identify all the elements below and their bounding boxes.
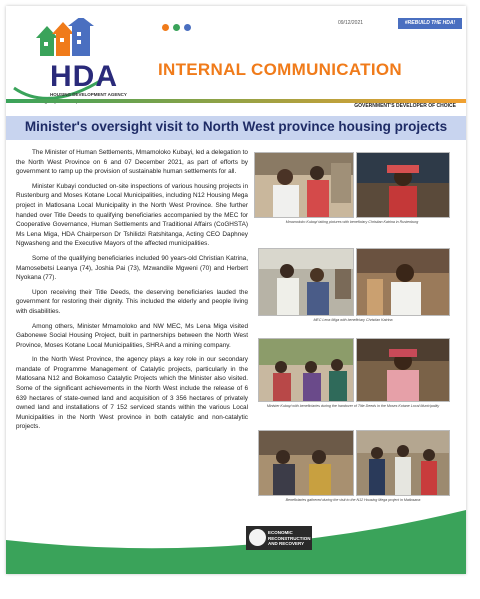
photo-caption: Minister Kubayi with beneficiaries during the handover of Title Deeds in the Moses Kotane Local Municipality (266, 404, 440, 408)
coat-of-arms-icon (249, 529, 266, 546)
photo-minister-7 (258, 430, 354, 496)
econ-logo-text: ECONOMIC RECONSTRUCTION AND RECOVERY (268, 530, 311, 546)
logo-text: HDA (50, 60, 118, 93)
photo-minister-2 (356, 152, 450, 218)
paragraph: Some of the qualifying beneficiaries included 90 years-old Christian Katrina, Mamosebetsi Leanya (74), Joshia Pai (73), Mzwandile Mgweni (70) and Herbert Nyokana (77). (16, 254, 248, 282)
rebuild-badge: #REBUILD THE HDA! (398, 18, 462, 29)
issue-date: 09/12/2021 (338, 20, 364, 26)
photo-minister-8 (356, 430, 450, 496)
green-dot-icon (173, 24, 180, 31)
photo-minister-3 (258, 248, 354, 316)
paragraph: The Minister of Human Settlements, Mmamoloko Kubayi, led a delegation to the North West Province on 6 and 07 December 2021, as part of efforts by government to ramp up the provision of sustainable human settlements for all. (16, 149, 248, 176)
orange-dot-icon (162, 24, 169, 31)
newsletter-page (6, 6, 466, 574)
photo-minister-5 (258, 338, 354, 402)
blue-dot-icon (184, 24, 191, 31)
article-headline: Minister's oversight visit to North West province housing projects (24, 119, 448, 134)
photo-minister-4 (356, 248, 450, 316)
logo-subtitle: HOUSING DEVELOPMENT AGENCY (50, 92, 127, 97)
paragraph: Minister Kubayi conducted on-site inspections of various housing projects in Rustenburg and Moses Kotane Local Municipalities, including N12 Housing Mega project in Matlosana Local Municipality in the North West Province. She further handed over Title Deeds to qualifying beneficiaries accompanied by the MEC for Cooperative Governance, Human Settlements and Traditional Affairs (CoGHSTA) Ms Lena Miga, HDA Chairperson Dr Tshilidzi Ratshitanga, Acting CEO Daphney Ngwasheng and the Executive Mayors of the affected municipalities. (16, 182, 248, 248)
economic-recovery-logo (246, 526, 312, 550)
paragraph: Among others, Minister Mmamoloko and NW MEC, Ms Lena Miga visited Gabonewe Social Housing Project, built in partnerships between the North West Province, Moses Kotane Local Municipalities, SHRA and a mining company. (16, 322, 248, 349)
photo-minister-6 (356, 338, 450, 402)
photo-caption: Mmamoloko Kubayi taking pictures with beneficiary Christian Katrina in Rustenburg (285, 220, 419, 224)
photo-minister-1 (254, 152, 354, 218)
footer-decoration (6, 510, 466, 574)
paragraph: Upon receiving their Title Deeds, the deserving beneficiaries lauded the government for restoring their dignity. This included the elderly and people living with disabilities. (16, 288, 248, 315)
photo-caption: MEC Lena Miga with beneficiary Christian Katrina (313, 318, 393, 322)
article-body (16, 148, 248, 437)
decorative-dots (162, 18, 195, 36)
tagline: GOVERNMENT'S DEVELOPER OF CHOICE (354, 103, 456, 109)
paragraph: In the North West Province, the agency plays a key role in our secondary mandate of Programme Management of Catalytic projects, particularly in the Matlosana N12 and Bokamoso Catalytic Projects which the Minister also visited. Some of the significant achievements in the North West include the release of 6 639 hectares of state-owned land and acquisition of 3 356 hectares of privately owned land and installations of 7 152 serviced stands within the various Local Municipalities in the North West province in both catalytic and non-catalytic projects. (16, 356, 248, 431)
section-title: INTERNAL COMMUNICATION (158, 60, 402, 79)
photo-caption: Beneficiaries gathered during the visit to the N12 Housing Mega project in Matlosana (285, 498, 421, 502)
